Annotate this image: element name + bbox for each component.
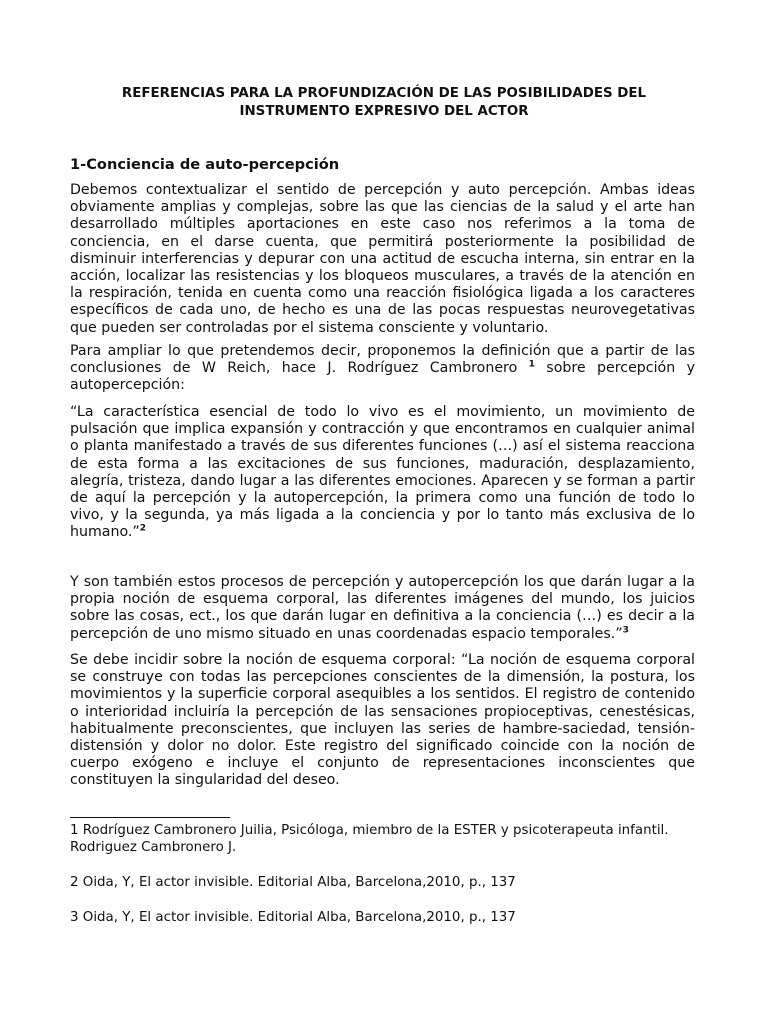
paragraph-1 <box>70 182 695 337</box>
footnote-1: 1 Rodríguez Cambronero Juilia, Psicóloga, miembro de la ESTER y psicoterapeuta infantil. Rodriguez Cambronero J. <box>70 823 669 855</box>
paragraph-3-text: “La característica esencial de todo lo vivo es el movimiento, un movimiento de pulsación que implica expansión y contracción y que encontramos en cualquier animal o planta manifestado a través de sus diferentes funciones (…) así el sistema reacciona de esta forma a las excitaciones de sus funciones, maduración, desplazamiento, alegría, tristeza, dando lugar a las diferentes emociones. Aparecen y se forman a partir de aquí la percepción y la autopercepción, la primera como una función de todo lo vivo, y la segunda, ya más ligada a la conciencia y por lo tanto más exclusiva de lo humano.” <box>70 404 695 541</box>
footnote-2: 2 Oida, Y, El actor invisible. Editorial Alba, Barcelona,2010, p., 137 <box>70 875 516 890</box>
title-line-1: REFERENCIAS PARA LA PROFUNDIZACIÓN DE LAS POSIBILIDADES DEL <box>121 86 647 101</box>
paragraph-4 <box>70 574 695 643</box>
footnote-ref-2: 2 <box>139 523 147 534</box>
section-heading: 1-Conciencia de auto-percepción <box>70 156 340 173</box>
title-line-2: INSTRUMENTO EXPRESIVO DEL ACTOR <box>239 104 529 119</box>
document-title <box>70 85 698 121</box>
paragraph-2 <box>70 343 695 395</box>
footnote-divider <box>70 817 230 818</box>
paragraph-2-tail: sobre percepción y autopercepción: <box>70 360 695 394</box>
footnote-ref-1: 1 <box>528 359 535 370</box>
paragraph-2-text: Para ampliar lo que pretendemos decir, proponemos la definición que a partir de las conclusiones de W Reich, hace J. Rodríguez Cambronero <box>70 343 695 377</box>
paragraph-4-text: Y son también estos procesos de percepción y autopercepción los que darán lugar a la propia noción de esquema corporal, las diferentes imágenes del mundo, los juicios sobre las cosas, ect., los que darán lugar en definitiva a la conciencia (…) es decir a la percepción de uno mismo situado en unas coordenadas espacio temporales.” <box>70 574 695 642</box>
paragraph-3-quote <box>70 404 695 542</box>
footnote-3: 3 Oida, Y, El actor invisible. Editorial Alba, Barcelona,2010, p., 137 <box>70 910 516 925</box>
paragraph-1-text: Debemos contextualizar el sentido de percepción y auto percepción. Ambas ideas obviamente amplias y complejas, sobre las que las ciencias de la salud y el arte han desarrollado múltiples aportaciones en este caso nos referimos a la toma de conciencia, en el darse cuenta, que permitirá posteriormente la posibilidad de disminuir interferencias y depurar con una actitud de escucha interna, sin entrar en la acción, localizar las resistencias y los bloqueos musculares, a través de la atención en la respiración, tenida en cuenta como una reacción fisiológica ligada a los caracteres específicos de cada uno, de hecho es una de las pocas respuestas neurovegetativas que pueden ser controladas por el sistema consciente y voluntario. <box>70 182 695 336</box>
paragraph-5 <box>70 652 695 790</box>
footnote-ref-3: 3 <box>622 624 629 635</box>
paragraph-5-text: Se debe incidir sobre la noción de esquema corporal: “La noción de esquema corporal se construye con todas las percepciones conscientes de la dimensión, la postura, los movimientos y la superficie corporal asequibles a los sentidos. El registro de contenido o interioridad incluiría la percepción de las sensaciones propioceptivas, cenestésicas, habitualmente preconscientes, que incluyen las series de hambre-saciedad, tensión-distensión y dolor no dolor. Este registro del significado coincide con la noción de cuerpo exógeno e incluye el conjunto de representaciones inconscientes que constituyen la singularidad del deseo. <box>70 652 695 789</box>
